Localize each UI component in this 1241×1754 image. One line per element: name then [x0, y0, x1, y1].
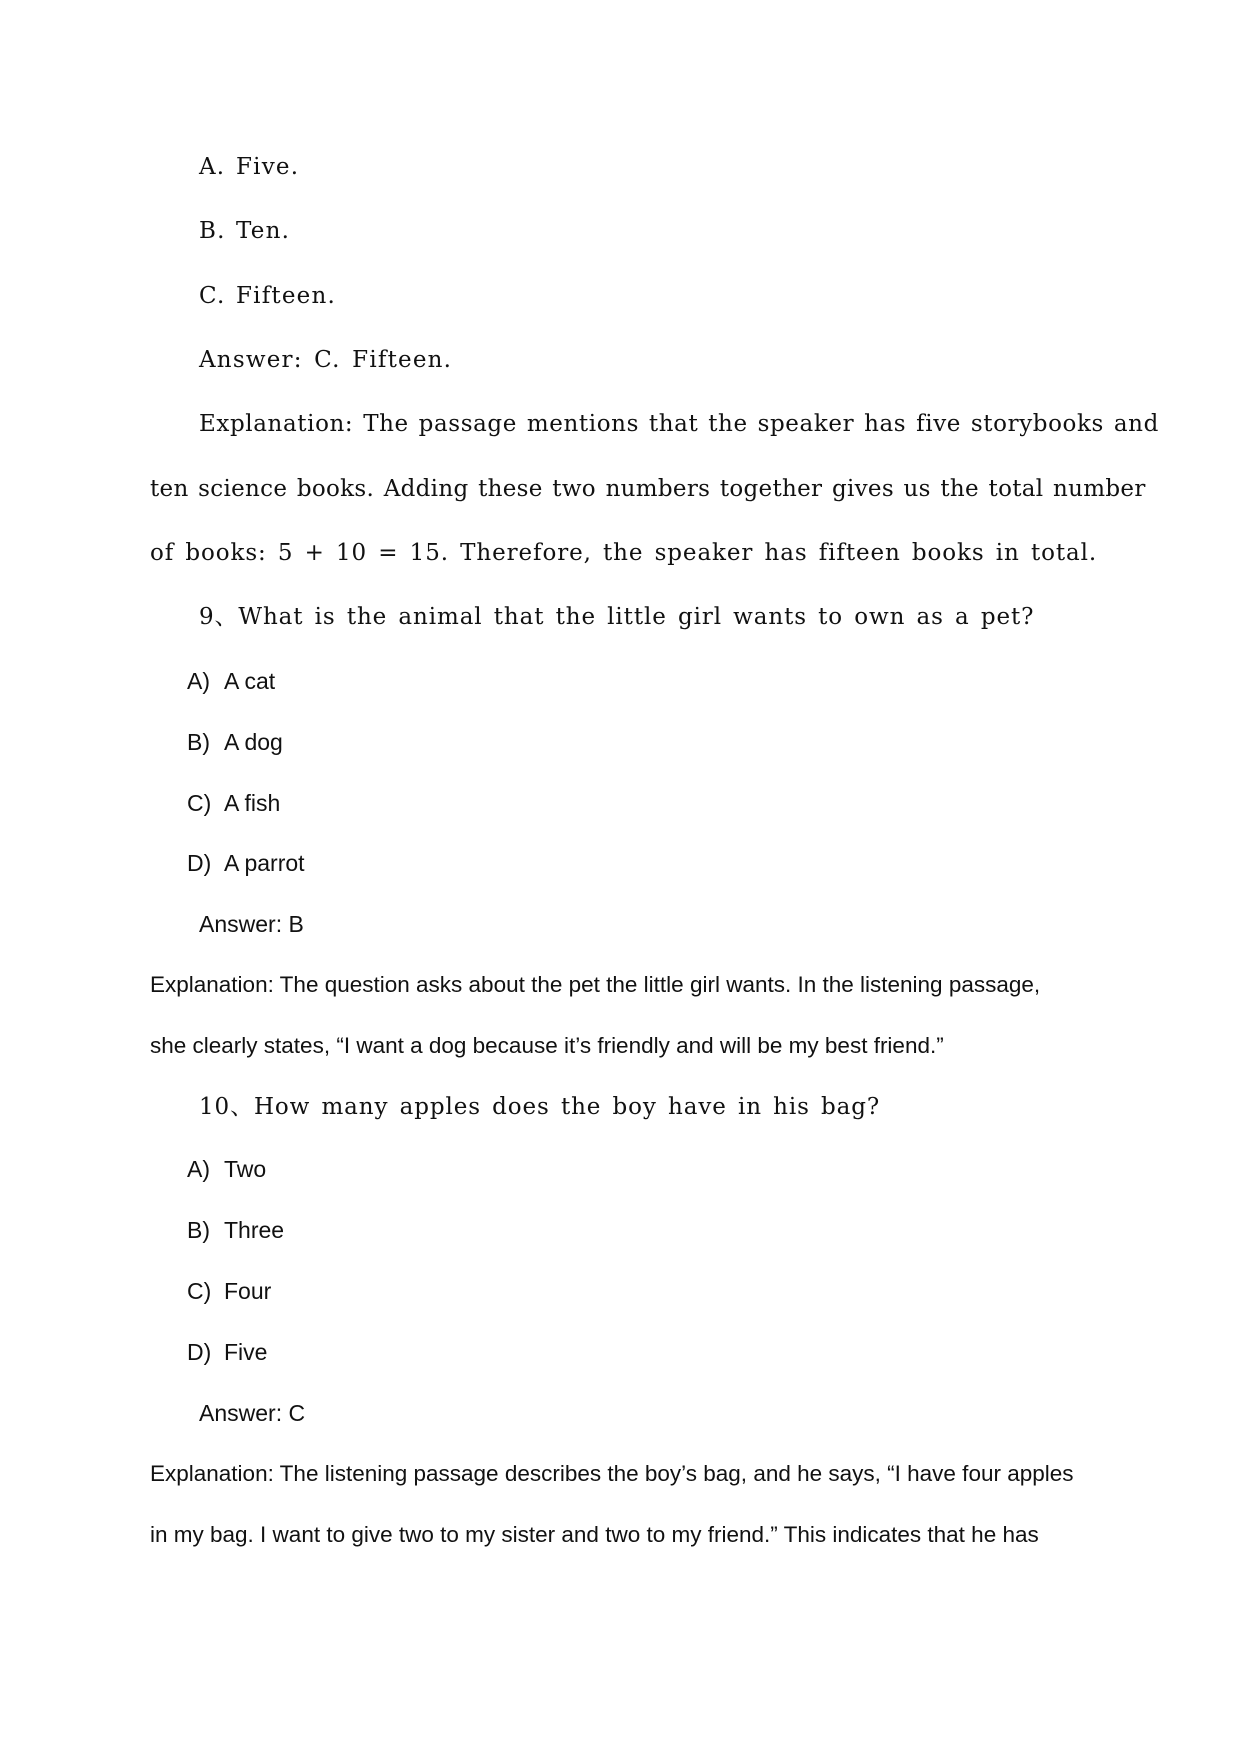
option-text: Two	[224, 1156, 267, 1182]
option-letter: C.	[199, 283, 226, 309]
q10-question: 10、How many apples does the boy have in his bag?	[199, 1094, 881, 1120]
option-text: Ten.	[236, 218, 291, 244]
option-text: Fifteen.	[236, 283, 337, 309]
option-letter: B)	[187, 1217, 210, 1243]
q8-explanation-line-3: of books: 5 + 10 = 15. Therefore, the speaker has fifteen books in total.	[150, 540, 1098, 566]
option-text: Four	[224, 1278, 272, 1304]
option-text: A dog	[224, 729, 283, 755]
q8-explanation-line-2: ten science books. Adding these two numbers together gives us the total number	[150, 476, 1146, 502]
option-letter: D)	[187, 850, 212, 876]
option-letter: A)	[187, 668, 210, 694]
option-letter: A)	[187, 1156, 210, 1182]
option-letter: A.	[199, 154, 226, 180]
q9-option-a	[187, 670, 275, 693]
option-letter: C)	[187, 1278, 212, 1304]
q9-option-c	[187, 792, 280, 815]
q10-option-d	[187, 1341, 267, 1364]
q10-option-b	[187, 1219, 284, 1242]
q8-option-b	[199, 220, 290, 243]
q9-explanation-line-1: Explanation: The question asks about the pet the little girl wants. In the listening passage,	[150, 972, 1041, 997]
q8-option-c	[199, 285, 336, 308]
q9-option-b	[187, 731, 283, 754]
option-text: Five.	[236, 154, 300, 180]
option-text: A fish	[224, 790, 281, 816]
option-text: Three	[224, 1217, 285, 1243]
option-text: A cat	[224, 668, 276, 694]
q9-option-d	[187, 852, 305, 875]
q8-answer: Answer: C. Fifteen.	[199, 347, 453, 373]
option-letter: B.	[199, 218, 226, 244]
q10-option-a	[187, 1158, 266, 1181]
q8-explanation-line-1: Explanation: The passage mentions that the speaker has five storybooks and	[199, 411, 1159, 437]
q8-option-a	[199, 156, 299, 179]
option-letter: D)	[187, 1339, 212, 1365]
q9-question: 9、What is the animal that the little girl wants to own as a pet?	[199, 604, 1035, 630]
option-letter: B)	[187, 729, 210, 755]
option-text: A parrot	[224, 850, 305, 876]
q10-explanation-line-2: in my bag. I want to give two to my sister and two to my friend.” This indicates that he has	[150, 1522, 1039, 1547]
q10-answer: Answer: C	[199, 1400, 306, 1426]
q10-explanation-line-1: Explanation: The listening passage describes the boy’s bag, and he says, “I have four apples	[150, 1461, 1074, 1486]
option-text: Five	[224, 1339, 268, 1365]
q9-explanation-line-2: she clearly states, “I want a dog because it’s friendly and will be my best friend.”	[150, 1033, 944, 1058]
q9-answer: Answer: B	[199, 911, 304, 937]
option-letter: C)	[187, 790, 212, 816]
q10-option-c	[187, 1280, 271, 1303]
